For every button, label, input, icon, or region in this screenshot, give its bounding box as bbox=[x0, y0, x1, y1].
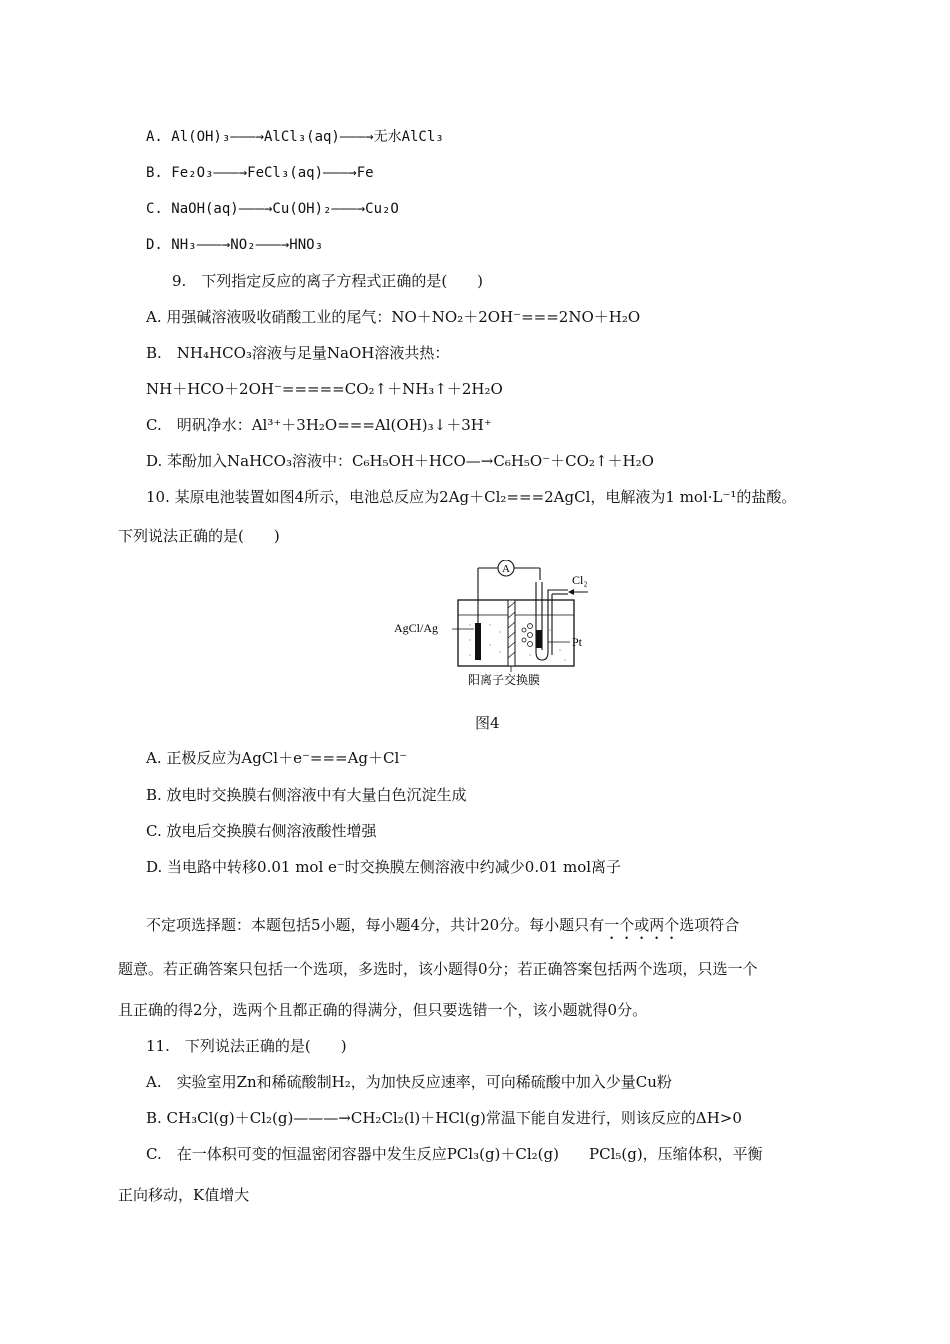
galvanic-cell-figure bbox=[390, 560, 620, 690]
q8-option-a: A. Al(OH)₃———→AlCl₃(aq)———→无水AlCl₃ bbox=[146, 129, 444, 145]
section-instructions-line3: 且正确的得2分，选两个且都正确的得满分，但只要选错一个，该小题就得0分。 bbox=[118, 1001, 648, 1019]
q10-option-a: A. 正极反应为AgCl＋e⁻===Ag＋Cl⁻ bbox=[146, 749, 408, 767]
q9-option-b: B. NH₄HCO₃溶液与足量NaOH溶液共热： bbox=[146, 344, 450, 362]
q10-stem-line1: 10. 某原电池装置如图4所示，电池总反应为2Ag＋Cl₂===2AgCl，电解液为1 mol·L⁻¹的盐酸。 bbox=[146, 488, 797, 506]
q11-stem: 11. 下列说法正确的是( ) bbox=[146, 1037, 347, 1055]
q11-option-c-line1: C. 在一体积可变的恒温密闭容器中发生反应PCl₃(g)＋Cl₂(g) PCl₅(g)，压缩体积，平衡 bbox=[146, 1145, 763, 1163]
q10-option-d: D. 当电路中转移0.01 mol e⁻时交换膜左侧溶液中约减少0.01 mol离子 bbox=[146, 858, 622, 876]
q9-option-a: A. 用强碱溶液吸收硝酸工业的尾气：NO＋NO₂＋2OH⁻===2NO＋H₂O bbox=[146, 308, 641, 326]
q11-option-c-line2: 正向移动，K值增大 bbox=[118, 1186, 250, 1204]
q11-option-a: A. 实验室用Zn和稀硫酸制H₂，为加快反应速率，可向稀硫酸中加入少量Cu粉 bbox=[146, 1073, 672, 1091]
q11-option-b: B. CH₃Cl(g)＋Cl₂(g)———→CH₂Cl₂(l)＋HCl(g)常温下能自发进行，则该反应的ΔH>0 bbox=[146, 1109, 742, 1127]
figure-caption: 图4 bbox=[475, 714, 500, 732]
q10-option-c: C. 放电后交换膜右侧溶液酸性增强 bbox=[146, 822, 377, 840]
agcl-label: AgCl/Ag bbox=[394, 621, 439, 635]
q8-option-b: B. Fe₂O₃———→FeCl₃(aq)———→Fe bbox=[146, 165, 374, 181]
q8-option-d: D. NH₃———→NO₂———→HNO₃ bbox=[146, 237, 324, 253]
q9-stem: 9. 下列指定反应的离子方程式正确的是( ) bbox=[172, 272, 484, 290]
section-instructions-line2: 题意。若正确答案只包括一个选项，多选时，该小题得0分；若正确答案包括两个选项，只选一个 bbox=[118, 960, 758, 978]
q10-stem-line2: 下列说法正确的是( ) bbox=[118, 527, 280, 545]
q9-option-c: C. 明矾净水：Al³⁺＋3H₂O===Al(OH)₃↓＋3H⁺ bbox=[146, 416, 492, 434]
ammeter-label: A bbox=[502, 563, 510, 575]
pt-label: Pt bbox=[572, 635, 583, 649]
q8-option-c: C. NaOH(aq)———→Cu(OH)₂———→Cu₂O bbox=[146, 201, 399, 217]
section-instructions-text: 不定项选择题：本题包括5小题，每小题4分，共计20分。每小题只有 bbox=[146, 916, 605, 934]
emphasis-text: 一个或两个 bbox=[604, 916, 680, 934]
q10-option-b: B. 放电时交换膜右侧溶液中有大量白色沉淀生成 bbox=[146, 786, 467, 804]
pt-electrode bbox=[536, 630, 542, 648]
q9-option-d: D. 苯酚加入NaHCO₃溶液中：C₆H₅OH＋HCO—→C₆H₅O⁻＋CO₂↑＋H₂O bbox=[146, 452, 654, 470]
membrane-label: 阳离子交换膜 bbox=[468, 673, 541, 687]
q9-option-b-equation: NH＋HCO＋2OH⁻=====CO₂↑＋NH₃↑＋2H₂O bbox=[146, 380, 503, 398]
section-instructions-text-end: 选项符合 bbox=[679, 916, 740, 934]
cl2-label: Cl₂ bbox=[572, 573, 588, 587]
agcl-electrode bbox=[475, 623, 481, 660]
section-instructions-line1 bbox=[146, 915, 739, 943]
